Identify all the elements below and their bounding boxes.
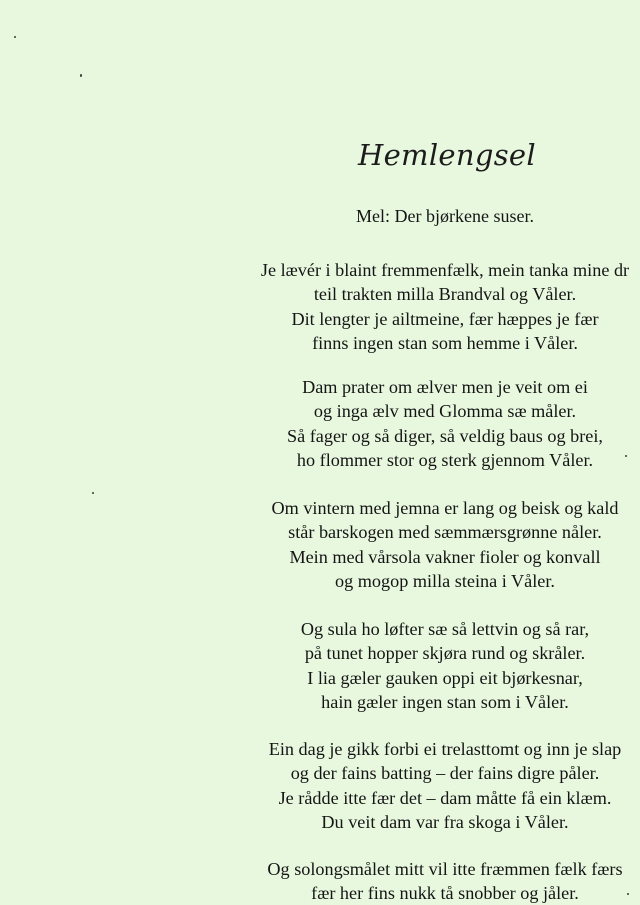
poem-line: Mein med vårsola vakner fioler og konvall — [289, 546, 601, 567]
melody-line: Mel: Der bjørkene suser. — [356, 206, 534, 226]
poem-line: og mogop milla steina i Våler. — [335, 571, 555, 592]
stanza-4 — [0, 617, 640, 715]
poem-line: Je rådde itte fær det – dam måtte få ein klæm. — [278, 787, 612, 808]
scan-speck — [625, 455, 627, 457]
poem-line: Dit lengter je ailtmeine, fær hæppes je fær — [291, 308, 599, 329]
stanza-6 — [0, 857, 640, 905]
poem-line: Je lævér i blaint fremmenfælk, mein tanka mine dr — [260, 260, 630, 280]
stanza-2 — [0, 375, 640, 473]
poem-line: Og solongsmålet mitt vil itte fræmmen fælk færs — [267, 859, 623, 879]
poem-line: på tunet hopper skjøra rund og skråler. — [304, 643, 586, 664]
poem-line: Ein dag je gikk forbi ei trelasttomt og inn je slap — [268, 739, 622, 759]
poem-line: og der fains batting – der fains digre påler. — [290, 763, 600, 784]
poem-line: fær her fins nukk tå snobber og jåler. — [311, 883, 579, 904]
poem-line: Om vintern med jemna er lang og beisk og kald — [271, 498, 619, 518]
poem-line: teil trakten milla Brandval og Våler. — [313, 284, 577, 305]
scan-speck — [92, 492, 94, 494]
poem-line: finns ingen stan som hemme i Våler. — [312, 333, 578, 354]
poem-line: Og sula ho løfter sæ så lettvin og så rar, — [300, 619, 590, 639]
scan-speck — [627, 893, 629, 895]
poem-line: I lia gæler gauken oppi eit bjørkesnar, — [307, 667, 583, 688]
poem-line: Dam prater om ælver men je veit om ei — [302, 377, 588, 397]
poem-line: hain gæler ingen stan som i Våler. — [321, 692, 569, 713]
stanza-3 — [0, 496, 640, 594]
scan-speck — [80, 74, 82, 77]
poem-line: og inga ælv med Glomma sæ måler. — [313, 401, 577, 422]
poem-title: Hemlengsel — [358, 138, 536, 172]
poem-line: ho flommer stor og sterk gjennom Våler. — [296, 450, 594, 471]
poem-line: står barskogen med sæmmærsgrønne nåler. — [288, 522, 602, 543]
scan-speck — [14, 36, 16, 38]
stanza-5 — [0, 737, 640, 835]
stanza-1 — [0, 258, 640, 356]
poem-line: Så fager og så diger, så veldig baus og brei, — [287, 425, 603, 446]
poem-line: Du veit dam var fra skoga i Våler. — [321, 812, 569, 833]
